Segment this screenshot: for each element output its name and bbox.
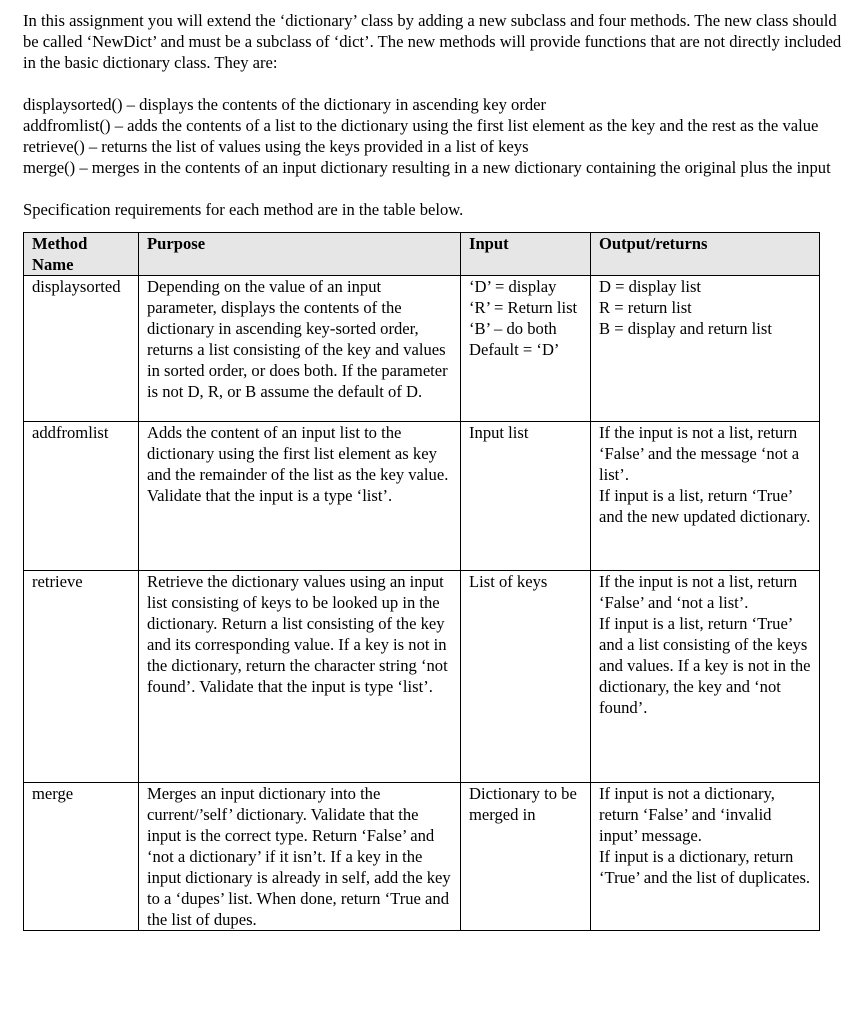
input-line: ‘B’ – do both xyxy=(469,319,557,338)
output-line: If input is a list, return ‘True’ and the new updated dictionary. xyxy=(599,486,811,526)
spec-table xyxy=(23,232,820,931)
input-line: ‘D’ = display xyxy=(469,277,557,296)
cell-purpose: Retrieve the dictionary values using an input list consisting of keys to be looked up in the dictionary. Return a list consisting of the key and its corresponding value. If a key is not in the dictionary, return the character string ‘not found’. Validate that the input is type ‘list’. xyxy=(139,571,461,783)
input-line: Dictionary to be merged in xyxy=(469,784,577,824)
method-item-merge: merge() – merges in the contents of an input dictionary resulting in a new dictionary containing the original plus the input xyxy=(23,158,831,177)
cell-method: displaysorted xyxy=(24,276,139,422)
table-row xyxy=(24,571,820,783)
cell-method: merge xyxy=(24,783,139,931)
output-line: R = return list xyxy=(599,298,692,317)
table-row xyxy=(24,276,820,422)
output-line: If the input is not a list, return ‘False’ and the message ‘not a list’. xyxy=(599,423,800,484)
output-line: If the input is not a list, return ‘False’ and ‘not a list’. xyxy=(599,572,798,612)
table-row xyxy=(24,783,820,931)
spec-note: Specification requirements for each method are in the table below. xyxy=(23,200,464,219)
input-line: ‘R’ = Return list xyxy=(469,298,578,317)
document-page xyxy=(23,10,851,931)
header-method-name: Method Name xyxy=(24,233,139,276)
cell-output xyxy=(591,571,820,783)
output-line: If input is not a dictionary, return ‘False’ and ‘invalid input’ message. xyxy=(599,784,775,845)
cell-purpose: Adds the content of an input list to the dictionary using the first list element as key and the remainder of the list as the key value. Validate that the input is a type ‘list’. xyxy=(139,422,461,571)
output-line: B = display and return list xyxy=(599,319,772,338)
table-row xyxy=(24,422,820,571)
cell-output xyxy=(591,276,820,422)
cell-input xyxy=(461,571,591,783)
intro-paragraph: In this assignment you will extend the ‘dictionary’ class by adding a new subclass and four methods. The new class should be called ‘NewDict’ and must be a subclass of ‘dict’. The new methods will provide functions that are not directly included in the basic dictionary class. They are: xyxy=(23,11,842,72)
cell-input xyxy=(461,276,591,422)
method-item-displaysorted: displaysorted() – displays the contents of the dictionary in ascending key order xyxy=(23,95,547,114)
cell-output xyxy=(591,783,820,931)
cell-input xyxy=(461,783,591,931)
header-purpose: Purpose xyxy=(139,233,461,276)
cell-input xyxy=(461,422,591,571)
cell-method: retrieve xyxy=(24,571,139,783)
header-input: Input xyxy=(461,233,591,276)
table-header-row xyxy=(24,233,820,276)
input-line: List of keys xyxy=(469,572,548,591)
method-item-retrieve: retrieve() – returns the list of values using the keys provided in a list of keys xyxy=(23,137,529,156)
output-line: If input is a list, return ‘True’ and a list consisting of the keys and values. If a key is not in the dictionary, the key and ‘not found’. xyxy=(599,614,811,717)
header-output: Output/returns xyxy=(591,233,820,276)
output-line: If input is a dictionary, return ‘True’ and the list of duplicates. xyxy=(599,847,811,887)
method-item-addfromlist: addfromlist() – adds the contents of a list to the dictionary using the first list element as the key and the rest as the value xyxy=(23,116,819,135)
method-list xyxy=(23,94,851,178)
cell-output xyxy=(591,422,820,571)
input-line: Input list xyxy=(469,423,529,442)
cell-purpose: Merges an input dictionary into the current/’self’ dictionary. Validate that the input is the correct type. Return ‘False’ and ‘not a dictionary’ if it isn’t. If a key in the input dictionary is already in self, add the key to a ‘dupes’ list. When done, return ‘True and the list of dupes. xyxy=(139,783,461,931)
cell-method: addfromlist xyxy=(24,422,139,571)
input-line: Default = ‘D’ xyxy=(469,340,560,359)
output-line: D = display list xyxy=(599,277,702,296)
cell-purpose: Depending on the value of an input parameter, displays the contents of the dictionary in ascending key-sorted order, returns a list consisting of the key and values in sorted order, or does both. If the parameter is not D, R, or B assume the default of D. xyxy=(139,276,461,422)
